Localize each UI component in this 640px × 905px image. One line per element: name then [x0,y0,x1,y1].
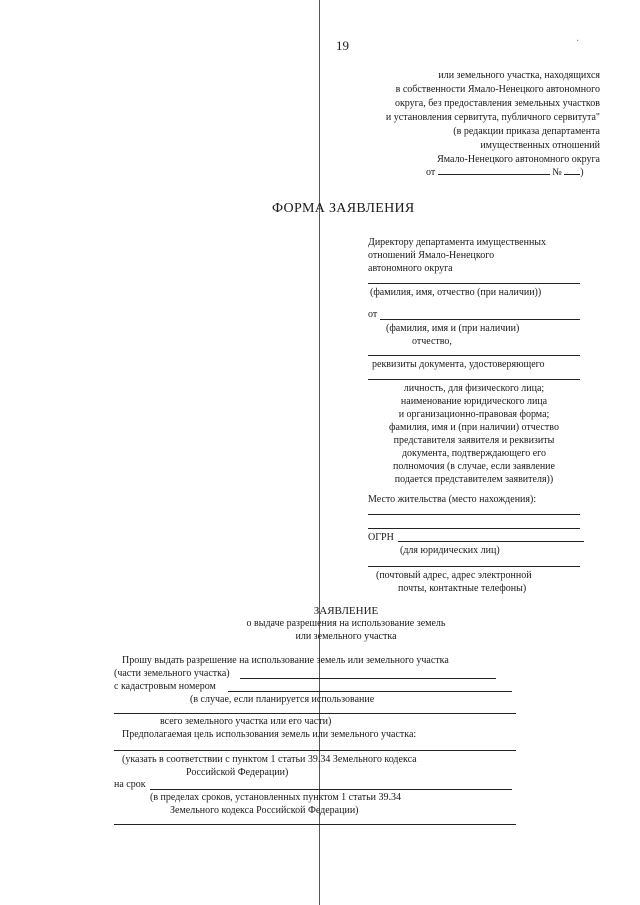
doc-hint-line: личность, для физического лица; [403,383,545,394]
doc-field-line[interactable] [368,355,580,356]
cadastral-label: с кадастровым номером [114,681,216,692]
part-label: (части земельного участка) [114,668,230,679]
addressee-line: отношений Ямало-Ненецкого [368,250,495,261]
header-line: имущественных отношений [480,140,600,151]
residence-field-line-2[interactable] [368,528,580,529]
cadastral-field-line[interactable] [228,691,512,692]
form-title: ФОРМА ЗАЯВЛЕНИЯ [272,201,415,216]
name-hint: (фамилия, имя, отчество (при наличии)) [370,287,542,298]
application-title: ЗАЯВЛЕНИЕ [313,605,379,617]
residence-field-line[interactable] [368,514,580,515]
page-corner-mark: · [576,36,580,47]
page-fold-line [319,0,320,905]
doc-hint-line: фамилия, имя и (при наличии) отчество [389,422,559,433]
term-hint: (в пределах сроков, установленных пунктом 1 статьи 39.34 [150,792,402,803]
doc-hint-line: представителя заявителя и реквизиты [393,435,555,446]
addressee-line: Директору департамента имущественных [368,237,547,248]
addressee-line: автономного округа [368,263,453,274]
residence-label: Место жительства (место нахождения): [368,494,537,505]
purpose-hint: (указать в соответствии с пунктом 1 статьи 39.34 Земельного кодекса [122,754,417,765]
term-field-line-2[interactable] [114,824,516,825]
purpose-hint: Российской Федерации) [186,767,289,778]
number-sign: № [552,167,562,178]
header-line: в собственности Ямало-Ненецкого автономного [395,84,600,95]
doc-field-line-2[interactable] [368,379,580,380]
doc-hint: реквизиты документа, удостоверяющего [372,359,545,370]
date-blank[interactable] [438,165,550,175]
from-hint: отчество, [412,336,452,347]
header-line: округа, без предоставления земельных участков [394,98,600,109]
contact-hint: (почтовый адрес, адрес электронной [376,570,532,581]
purpose-line: Предполагаемая цель использования земель или земельного участка: [122,729,417,740]
from-hint: (фамилия, имя и (при наличии) [386,323,520,334]
whole-hint: всего земельного участка или его части) [160,716,332,727]
purpose-field-line[interactable] [114,750,516,751]
header-date-line [426,165,584,179]
term-field-line[interactable] [150,789,512,790]
doc-hint-line: документа, подтверждающего его [401,448,547,459]
application-subtitle: о выдаче разрешения на использование земель [246,618,446,629]
header-line: или земельного участка, находящихся [438,70,600,81]
contact-hint: почты, контактные телефоны) [398,583,527,594]
doc-hint-line: полномочия (в случае, если заявление [393,461,555,472]
number-blank[interactable] [564,165,580,175]
header-line: Ямало-Ненецкого автономного округа [437,154,600,165]
name-field-line[interactable] [368,283,580,284]
date-prefix: от [426,167,436,178]
ogrn-label: ОГРН [368,532,394,543]
from-field-line[interactable] [380,319,580,320]
from-label: от [368,309,378,320]
doc-hint-line: подается представителем заявителя)) [394,474,554,485]
doc-hint-line: и организационно-правовая форма; [398,409,550,420]
doc-hint-line: наименование юридического лица [400,396,548,407]
term-hint: Земельного кодекса Российской Федерации) [170,805,359,816]
part-field-line[interactable] [240,678,496,679]
if-planned-hint: (в случае, если планируется использование [190,694,375,705]
date-close: ) [580,167,584,178]
contact-field-line[interactable] [368,566,580,567]
application-subtitle: или земельного участка [295,631,397,642]
ogrn-hint: (для юридических лиц) [400,545,500,556]
term-label: на срок [114,779,146,790]
request-line: Прошу выдать разрешение на использование земель или земельного участка [122,655,449,666]
page-number: 19 [336,38,349,53]
header-line: (в редакции приказа департамента [453,126,600,137]
ogrn-field-line[interactable] [398,541,584,542]
header-line: и установления сервитута, публичного сервитута" [385,112,600,123]
usage-field-line[interactable] [114,713,516,714]
